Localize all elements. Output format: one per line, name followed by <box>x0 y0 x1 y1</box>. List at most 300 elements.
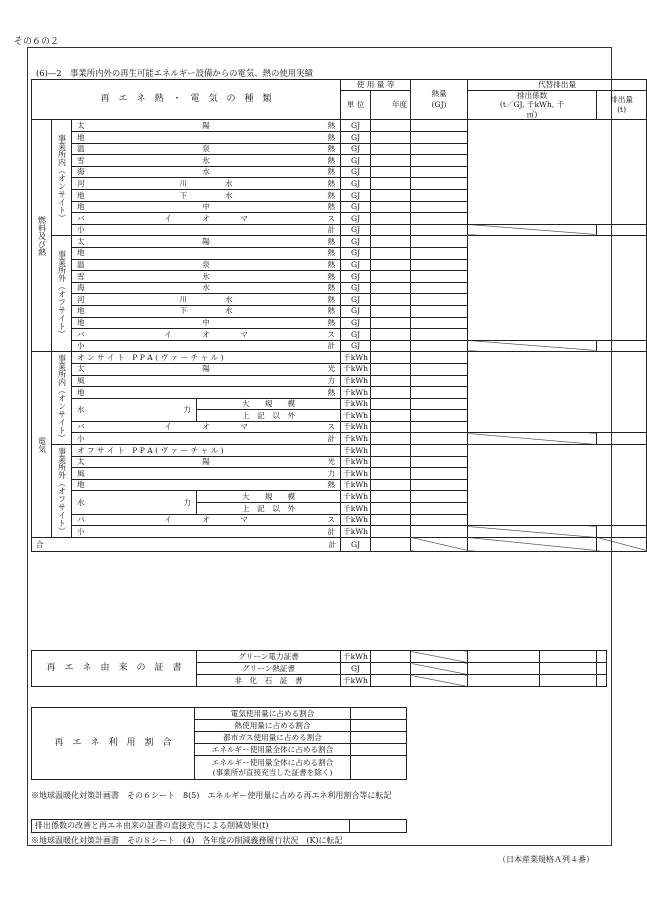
certificate-name: グリーン熱証書 <box>197 663 341 675</box>
elec-kind <box>72 526 341 538</box>
heat-kind <box>72 155 341 167</box>
heat-offsite-0-heat-input[interactable] <box>411 236 468 248</box>
heat-onsite-3-heat-input[interactable] <box>411 155 468 167</box>
elec-offsite-solar-heat-input[interactable] <box>411 456 468 468</box>
heat-kind <box>72 120 341 132</box>
heat-onsite-emission-input[interactable] <box>597 224 647 236</box>
elec-kind <box>72 456 341 468</box>
unit-cell: 千kWh <box>341 503 371 515</box>
kind-part-a: 地 <box>77 190 85 200</box>
kind-part-a: バ <box>77 515 85 525</box>
unit-cell: GJ <box>341 247 371 259</box>
heat-offsite-2-heat-input[interactable] <box>411 259 468 271</box>
kind-part-c: 光 <box>327 457 336 467</box>
heat-kind <box>72 201 341 213</box>
heat-onsite-6-year-input[interactable] <box>371 190 411 202</box>
onsite-heat-group <box>52 120 72 236</box>
offsite-heat-group <box>52 236 72 352</box>
kind-part-a: 地 <box>77 306 85 316</box>
heat-onsite-factor-na <box>468 224 597 236</box>
unit-cell: GJ <box>341 317 371 329</box>
certificate-unit: GJ <box>341 663 371 675</box>
certificate-year-input[interactable] <box>371 651 411 663</box>
kind-part-a: 地 <box>77 202 85 212</box>
unit-cell: 千kWh <box>341 352 371 364</box>
kind-part-c: 熱 <box>327 132 336 142</box>
factor-unit: (t／GJ, 千kWh, 千 <box>499 100 565 110</box>
heat-onsite-0-year-input[interactable] <box>371 120 411 132</box>
kind-part-c: 熱 <box>327 120 336 130</box>
kind-part-a: 太 <box>77 364 85 374</box>
kind-part-a: 小 <box>77 225 85 235</box>
hydro-kind <box>72 398 197 421</box>
total-heat-na <box>411 537 468 551</box>
heat-onsite-4-heat-input[interactable] <box>411 166 468 178</box>
ratio-line: 都市ガス使用量に占める割合 <box>223 732 322 742</box>
certificate-emission-input[interactable] <box>540 663 597 675</box>
kind-part-a: 河 <box>77 294 85 304</box>
emission-unit: (t) <box>617 105 627 115</box>
elec-offsite-subtotal-heat-input[interactable] <box>411 526 468 538</box>
ratio-name <box>195 744 351 756</box>
elec-onsite-other-heat-input[interactable] <box>411 410 468 422</box>
unit-cell: GJ <box>341 178 371 190</box>
kind-part-c: 熱 <box>327 387 336 397</box>
certificate-heat-na <box>411 651 468 663</box>
kind-part-c: 計 <box>327 526 336 536</box>
elec-offsite-wind-heat-input[interactable] <box>411 468 468 480</box>
certificate-unit: 千kWh <box>341 675 371 687</box>
unit-cell: GJ <box>341 294 371 306</box>
kind-part-a: 温 <box>77 144 85 154</box>
elec-kind <box>72 421 341 433</box>
elec-kind <box>72 387 341 399</box>
elec-onsite-geo-heat-input[interactable] <box>411 387 468 399</box>
heat-kind <box>72 259 341 271</box>
heat-onsite-5-heat-input[interactable] <box>411 178 468 190</box>
heat-kind <box>72 178 341 190</box>
kind-part-c: 熱 <box>327 283 336 293</box>
elec-offsite-solar-year-input[interactable] <box>371 456 411 468</box>
heat-offsite-substitute-block <box>468 236 647 340</box>
heat-offsite-0-year-input[interactable] <box>371 236 411 248</box>
elec-offsite-factor-na <box>468 526 597 538</box>
elec-onsite-subtotal-heat-input[interactable] <box>411 433 468 445</box>
unit-cell: 千kWh <box>341 398 371 410</box>
heat-offsite-7-year-input[interactable] <box>371 317 411 329</box>
kind-part-c: 熱 <box>327 294 336 304</box>
kind-part-b: イ オ マ <box>164 515 248 525</box>
kind-part-b: 水 <box>202 167 210 177</box>
elec-offsite-bio-year-input[interactable] <box>371 514 411 526</box>
kind-part-b: 川 水 <box>179 178 233 188</box>
elec-kind <box>72 468 341 480</box>
elec-offsite-geo-heat-input[interactable] <box>411 479 468 491</box>
unit-cell: GJ <box>341 259 371 271</box>
kind-part-b: 陽 <box>202 236 210 246</box>
heat-onsite-8-heat-input[interactable] <box>411 213 468 225</box>
kind-part-c: 力 <box>327 468 336 478</box>
kind-part-c: 熱 <box>327 318 336 328</box>
kind-part-c: 熱 <box>327 480 336 490</box>
certificate-name: 非 化 石 証 書 <box>197 675 341 687</box>
kind-part-b: 中 <box>202 202 210 212</box>
heat-offsite-6-heat-input[interactable] <box>411 305 468 317</box>
unit-cell: 千kWh <box>341 433 371 445</box>
ratio-table <box>31 707 407 780</box>
kind-part-c: 計 <box>327 225 336 235</box>
kind-part-a: 雪 <box>77 271 85 281</box>
kind-part-a: 河 <box>77 178 85 188</box>
heat-kind <box>72 190 341 202</box>
elec-kind <box>72 375 341 387</box>
kind-part-a: 太 <box>77 120 85 130</box>
elec-onsite-large-year-input[interactable] <box>371 398 411 410</box>
elec-onsite-factor-na <box>468 433 597 445</box>
kind-part-b: 川 水 <box>179 294 233 304</box>
heat-kind <box>72 166 341 178</box>
elec-onsite-geo-year-input[interactable] <box>371 387 411 399</box>
elec-onsite-wind-year-input[interactable] <box>371 375 411 387</box>
elec-offsite-emission-input[interactable] <box>597 526 647 538</box>
reduction-label: 排出係数の改善と再エネ由来の証書の直接充当による削減効果(t) <box>32 820 350 833</box>
kind-part-c: ス <box>327 329 336 339</box>
kind-part-b: 陽 <box>202 457 210 467</box>
ratio-input[interactable] <box>351 732 407 744</box>
kind-part-a: 海 <box>77 167 85 177</box>
unit-cell: GJ <box>341 224 371 236</box>
heat-onsite-2-year-input[interactable] <box>371 143 411 155</box>
elec-kind <box>72 433 341 445</box>
unit-cell: GJ <box>341 340 371 352</box>
heat-onsite-1-year-input[interactable] <box>371 132 411 144</box>
unit-cell: 千kWh <box>341 363 371 375</box>
elec-offsite-large-year-input[interactable] <box>371 491 411 503</box>
ratio-input[interactable] <box>351 756 407 780</box>
heat-offsite-4-heat-input[interactable] <box>411 282 468 294</box>
kind-part-b: 陽 <box>202 120 210 130</box>
heat-kind <box>72 340 341 352</box>
factor-header: 排出係数 <box>516 91 548 100</box>
kind-part-c: 計 <box>327 341 336 351</box>
heat-onsite-3-year-input[interactable] <box>371 155 411 167</box>
unit-cell: 千kWh <box>341 491 371 503</box>
elec-onsite-wind-heat-input[interactable] <box>411 375 468 387</box>
certificate-factor-input[interactable] <box>468 675 540 687</box>
heat-offsite-5-heat-input[interactable] <box>411 294 468 306</box>
note-2: ※地球温暖化対策計画書 その８シート (4) 各年度の削減義務履行状況 (K)に転記 <box>31 836 343 845</box>
heat-kind <box>72 247 341 259</box>
kind-part-a: 海 <box>77 283 85 293</box>
ratio-name <box>195 732 351 744</box>
kind-part-c: 熱 <box>327 167 336 177</box>
reduction-input[interactable] <box>350 820 407 833</box>
elec-onsite-bio-year-input[interactable] <box>371 421 411 433</box>
kind-part-a: 地 <box>77 132 85 142</box>
unit-cell: GJ <box>341 236 371 248</box>
onsite-elec-group <box>52 352 72 445</box>
kind-part-a: 地 <box>77 248 85 258</box>
certificate-blank <box>597 651 607 663</box>
kind-part-a: 太 <box>77 457 85 467</box>
kind-part-c: ス <box>327 515 336 525</box>
heat-onsite-7-year-input[interactable] <box>371 201 411 213</box>
kind-part-c: 熱 <box>327 236 336 246</box>
heat-offsite-1-year-input[interactable] <box>371 247 411 259</box>
unit-cell: 千kWh <box>341 421 371 433</box>
elec-offsite-other-heat-input[interactable] <box>411 503 468 515</box>
elec-onsite-other-year-input[interactable] <box>371 410 411 422</box>
kind-part-a: 地 <box>77 318 85 328</box>
unit-cell: 千kWh <box>341 456 371 468</box>
kind-part-a: バ <box>77 329 85 339</box>
heat-kind <box>72 132 341 144</box>
heat-onsite-9-year-input[interactable] <box>371 224 411 236</box>
certificate-emission-input[interactable] <box>540 651 597 663</box>
heat-onsite-4-year-input[interactable] <box>371 166 411 178</box>
unit-cell: 千kWh <box>341 479 371 491</box>
ppa-kind: オ ン サ イ ト P P A ( ヴ ァ ー チ ャ ル ) <box>72 352 341 364</box>
certificate-year-input[interactable] <box>371 675 411 687</box>
elec-kind <box>72 363 341 375</box>
kind-part-b: 水 <box>202 283 210 293</box>
elec-offsite-ppa-heat-input[interactable] <box>411 445 468 457</box>
kind-header: 再 エ ネ 熱 ・ 電 気 の 種 類 <box>100 94 272 105</box>
elec-offsite-ppa-year-input[interactable] <box>371 445 411 457</box>
total-unit: GJ <box>341 537 371 551</box>
kind-part-b: 泉 <box>202 260 210 270</box>
elec-offsite-large-heat-input[interactable] <box>411 491 468 503</box>
factor-unit2: ㎥) <box>526 109 538 119</box>
form-title: (6)—2 事業所内外の再生可能エネルギー設備からの電気、熱の使用実績 <box>36 68 313 78</box>
certificate-table <box>31 650 607 687</box>
elec-onsite-solar-year-input[interactable] <box>371 363 411 375</box>
elec-onsite-emission-input[interactable] <box>597 433 647 445</box>
electricity-label: 電気 <box>37 436 47 453</box>
kind-part-a: バ <box>77 213 85 223</box>
kind-part-c: 力 <box>327 376 336 386</box>
kind-part-a: 小 <box>77 526 85 536</box>
unit-cell: GJ <box>341 201 371 213</box>
kind-part-a: 温 <box>77 260 85 270</box>
certificate-label: 再 エ ネ 由 来 の 証 書 <box>32 651 197 687</box>
heat-kind <box>72 236 341 248</box>
heat-onsite-8-year-input[interactable] <box>371 213 411 225</box>
heat-offsite-2-year-input[interactable] <box>371 259 411 271</box>
year-header: 年度 <box>371 91 411 120</box>
kind-part-c: 熱 <box>327 178 336 188</box>
hydro-a: 水 <box>77 405 85 414</box>
kind-part-c: 熱 <box>327 248 336 258</box>
heat-kind <box>72 305 341 317</box>
unit-cell: GJ <box>341 329 371 341</box>
ratio-name <box>195 708 351 720</box>
heat-offsite-4-year-input[interactable] <box>371 282 411 294</box>
kind-part-b: 氷 <box>202 271 210 281</box>
heat-kind <box>72 143 341 155</box>
fuel-heat-section <box>32 120 52 352</box>
kind-part-a: 雪 <box>77 155 85 165</box>
unit-cell: 千kWh <box>341 514 371 526</box>
hydro-b: 力 <box>183 497 191 507</box>
elec-offsite-wind-year-input[interactable] <box>371 468 411 480</box>
hydro-large: 大 規 模 <box>197 491 341 503</box>
heat-offsite-emission-input[interactable] <box>597 340 647 352</box>
certificate-year-input[interactable] <box>371 663 411 675</box>
hydro-other: 上 記 以 外 <box>197 410 341 422</box>
kind-part-c: 熱 <box>327 202 336 212</box>
unit-cell: 千kWh <box>341 445 371 457</box>
heat-offsite-7-heat-input[interactable] <box>411 317 468 329</box>
certificate-heat-na <box>411 675 468 687</box>
certificate-factor-input[interactable] <box>468 651 540 663</box>
kind-part-c: 計 <box>327 433 336 443</box>
heat-kind <box>72 224 341 236</box>
heat-offsite-9-year-input[interactable] <box>371 340 411 352</box>
certificate-unit: 千kWh <box>341 651 371 663</box>
unit-cell: 千kWh <box>341 375 371 387</box>
offsite-label: 事業所外（オフサイト） <box>57 249 67 338</box>
unit-cell: GJ <box>341 132 371 144</box>
heat-offsite-6-year-input[interactable] <box>371 305 411 317</box>
unit-cell: GJ <box>341 282 371 294</box>
ratio-line: エネルギー使用量全体に占める割合 <box>211 757 334 767</box>
ratio-input[interactable] <box>351 720 407 732</box>
heat-onsite-6-heat-input[interactable] <box>411 190 468 202</box>
heat-offsite-1-heat-input[interactable] <box>411 247 468 259</box>
hydro-large: 大 規 模 <box>197 398 341 410</box>
ratio-line: エネルギー使用量全体に占める割合 <box>211 744 334 754</box>
kind-part-a: 太 <box>77 236 85 246</box>
offsite-elec-group <box>52 445 72 538</box>
ratio-input[interactable] <box>351 744 407 756</box>
heat-offsite-8-year-input[interactable] <box>371 329 411 341</box>
unit-cell: GJ <box>341 166 371 178</box>
kind-part-c: 熱 <box>327 306 336 316</box>
heat-kind <box>72 294 341 306</box>
kind-part-b: 下 水 <box>179 190 233 200</box>
unit-cell: 千kWh <box>341 526 371 538</box>
heat-onsite-5-year-input[interactable] <box>371 178 411 190</box>
heat-offsite-3-year-input[interactable] <box>371 271 411 283</box>
unit-cell: GJ <box>341 271 371 283</box>
kind-part-c: 熱 <box>327 271 336 281</box>
heat-onsite-2-heat-input[interactable] <box>411 143 468 155</box>
kind-part-a: バ <box>77 422 85 432</box>
reduction-table <box>31 819 407 833</box>
heat-onsite-7-heat-input[interactable] <box>411 201 468 213</box>
elec-onsite-bio-heat-input[interactable] <box>411 421 468 433</box>
kind-part-c: 熱 <box>327 155 336 165</box>
certificate-blank <box>597 663 607 675</box>
kind-part-b: 氷 <box>202 155 210 165</box>
ratio-name <box>195 756 351 780</box>
elec-onsite-ppa-year-input[interactable] <box>371 352 411 364</box>
elec-offsite-subtotal-year-input[interactable] <box>371 526 411 538</box>
kind-part-b: 中 <box>202 318 210 328</box>
offsite-label: 事業所外（オフサイト） <box>57 446 67 535</box>
kind-part-a: 小 <box>77 433 85 443</box>
total-label-c: 計 <box>328 539 337 549</box>
elec-offsite-other-year-input[interactable] <box>371 503 411 515</box>
heat-kind <box>72 329 341 341</box>
unit-header: 単 位 <box>341 91 371 120</box>
substitute-header: 代替排出量 <box>468 80 647 91</box>
usage-header: 使 用 量 等 <box>341 80 411 91</box>
certificate-heat-na <box>411 663 468 675</box>
emission-header: 排出量 <box>610 94 633 104</box>
usage-table <box>31 79 647 552</box>
elec-offsite-geo-year-input[interactable] <box>371 479 411 491</box>
unit-cell: 千kWh <box>341 410 371 422</box>
elec-onsite-solar-heat-input[interactable] <box>411 363 468 375</box>
onsite-label: 事業所内（オンサイト） <box>57 133 67 222</box>
kind-part-c: 熱 <box>327 144 336 154</box>
unit-cell: GJ <box>341 213 371 225</box>
elec-kind <box>72 479 341 491</box>
unit-cell: GJ <box>341 120 371 132</box>
kind-part-c: 熱 <box>327 190 336 200</box>
total-label-a: 合 <box>36 539 44 549</box>
ratio-input[interactable] <box>351 708 407 720</box>
kind-part-c: ス <box>327 422 336 432</box>
footer-jis: （日本産業規格Ａ列４番） <box>498 855 594 864</box>
certificate-name: グリーン電力証書 <box>197 651 341 663</box>
unit-cell: 千kWh <box>341 468 371 480</box>
unit-cell: GJ <box>341 190 371 202</box>
unit-cell: GJ <box>341 155 371 167</box>
kind-part-a: 小 <box>77 341 85 351</box>
total-factor-na <box>468 537 597 551</box>
heat-offsite-8-heat-input[interactable] <box>411 329 468 341</box>
unit-cell: 千kWh <box>341 387 371 399</box>
total-year-input[interactable] <box>371 537 411 551</box>
unit-cell: GJ <box>341 305 371 317</box>
heat-offsite-5-year-input[interactable] <box>371 294 411 306</box>
kind-part-b: イ オ マ <box>164 329 248 339</box>
elec-onsite-large-heat-input[interactable] <box>411 398 468 410</box>
certificate-factor-input[interactable] <box>468 663 540 675</box>
page-label: その６の２ <box>14 37 60 47</box>
heat-onsite-9-heat-input[interactable] <box>411 224 468 236</box>
certificate-emission-input[interactable] <box>540 675 597 687</box>
heat-kind <box>72 282 341 294</box>
kind-part-b: 下 水 <box>179 306 233 316</box>
kind-part-c: ス <box>327 213 336 223</box>
hydro-other: 上 記 以 外 <box>197 503 341 515</box>
elec-offsite-bio-heat-input[interactable] <box>411 514 468 526</box>
heat-kind <box>72 213 341 225</box>
heat-onsite-0-heat-input[interactable] <box>411 120 468 132</box>
hydro-kind <box>72 491 197 514</box>
heat-kind <box>72 317 341 329</box>
onsite-label: 事業所内（オンサイト） <box>57 354 67 443</box>
heat-offsite-factor-na <box>468 340 597 352</box>
ratio-line: 電気使用量に占める割合 <box>230 708 315 718</box>
ratio-line: 熱使用量に占める割合 <box>234 720 311 730</box>
heat-offsite-9-heat-input[interactable] <box>411 340 468 352</box>
kind-part-b: 陽 <box>202 364 210 374</box>
heat-onsite-1-heat-input[interactable] <box>411 132 468 144</box>
ratio-name <box>195 720 351 732</box>
heat-header: 熱量 <box>431 89 447 99</box>
unit-cell: GJ <box>341 143 371 155</box>
heat-offsite-3-heat-input[interactable] <box>411 271 468 283</box>
kind-part-c: 熱 <box>327 260 336 270</box>
elec-onsite-ppa-heat-input[interactable] <box>411 352 468 364</box>
elec-onsite-subtotal-year-input[interactable] <box>371 433 411 445</box>
kind-part-b: 泉 <box>202 144 210 154</box>
